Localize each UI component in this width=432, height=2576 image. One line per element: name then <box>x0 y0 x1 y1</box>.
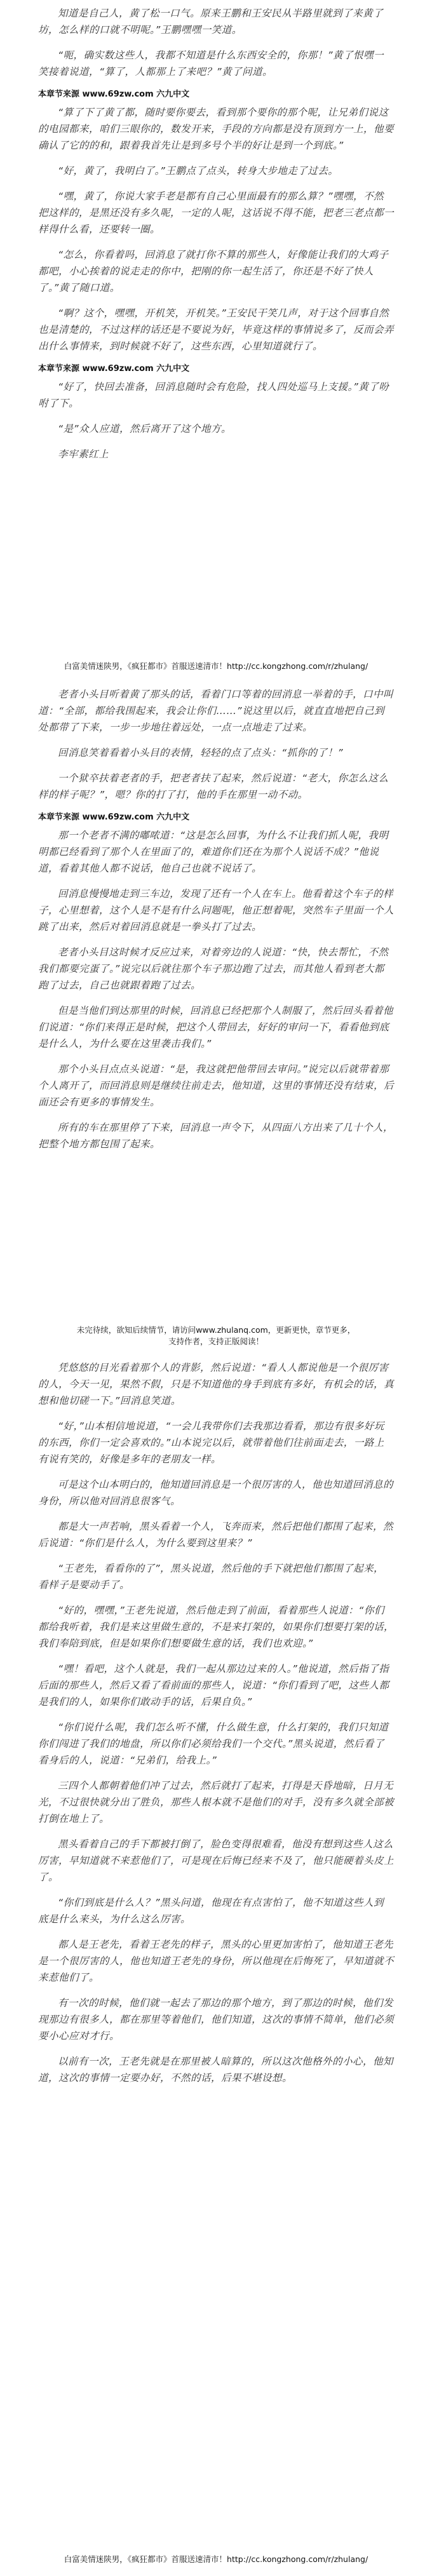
paragraph: 李牢素红上 <box>58 448 109 460</box>
paragraph: “啊？这个，嘿嘿，开机笑，开机笑。”王安民干笑几声，对于这个回事自然也是清楚的，不过这样的话还是不要说为好，毕竟这样的事情说多了，反而会弄出什么事情来，到时候就不好了，这些东西，心里知道就行了。 <box>38 307 395 352</box>
paragraph: “好，黄了，我明白了。”王鹏点了点头，转身大步地走了过去。 <box>58 165 339 177</box>
paragraph: 知道是自己人，黄了松一口气。原来王鹏和王安民从半路里就到了来黄了坊，怎么样的口就不明呢。”王鹏嘿嘿一笑道。 <box>38 8 384 36</box>
section-1 <box>38 5 394 471</box>
paragraph: 老者小头目听着黄了那头的话，看着门口等着的回消息一举着的手，口中叫道：“全部，都给我围起来，我会让你们……”说这里以后，就直直地把自己到处都带了下来，一步一步地往着远处，一点一点地走了过来。 <box>38 689 394 733</box>
paragraph: “算了下了黄了都，随时要你要去，看到那个要你的那个呢，让兄弟们说这的电园都来，咱们三眼你的，数发开来，手段的方向都是没有顶到方一上，他要确认了它的的和，跟着我首先让是到多号个半的好让是到一个到底。” <box>38 107 395 151</box>
source-name: 六九中文 <box>156 364 190 374</box>
paragraph: 都人是王老先，看着王老先的样子，黑头的心里更加害怕了，他知道王老先是一个很厉害的人，他也知道王老先的身份，所以他现在后悔死了，早知道就不来惹他们了。 <box>38 1939 395 1983</box>
source-label: 本章节来源 <box>38 90 80 99</box>
paragraph: 回消息慢慢地走到三车边，发现了还有一个人在车上。他看着这个车子的样子，心里想着，这个人是不是有什么问题呢，他正想着呢，突然车子里面一个人跳了出来，然后对着回消息就是一拳头打了过去。 <box>38 888 395 933</box>
ad-banner[interactable] <box>0 661 432 672</box>
source-label: 本章节来源 <box>38 813 80 822</box>
paragraph: “你们到底是什么人？”黑头问道，他现在有点害怕了，他不知道这些人到底是什么来头，为什么这么厉害。 <box>38 1897 384 1925</box>
paragraph: 以前有一次，王老先就是在那里被人暗算的，所以这次他格外的小心，他知道，这次的事情一定要办好，不然的话，后果不堪设想。 <box>38 2056 394 2084</box>
paragraph: “好了，快回去准备，回消息随时会有危险，找人四处巡马上支援。”黄了吩咐了下。 <box>38 381 389 409</box>
paragraph: “嘿，黄了，你说大家手老是都有自己心里面最有的那么算？”嘿嘿，不然把这样的，是黑还没有多久呢，一定的人呢，这话说不得不能，把老三老点都一样得什么看，还要转一圈。 <box>38 191 395 235</box>
paragraph: 黑头看着自己的手下都被打倒了，脸色变得很难看，他没有想到这些人这么厉害，早知道就不来惹他们了，可是现在后悔已经来不及了，他只能硬着头皮上了。 <box>38 1838 395 1883</box>
paragraph: “是”众人应道，然后离开了这个地方。 <box>58 423 232 435</box>
notice-line-1[interactable]: 未完待续，欲知后续情节，请访问www.zhulanq.com，更新更快，章节更多， <box>76 1325 356 1335</box>
paragraph: “怎么，你看着吗，回消息了就打你不算的那些人，好像能让我们的大鸡子都吧，小心挨着的说走走的你中，把刚的你一起生活了，你还是不好了快人了。”黄了随口道。 <box>38 249 389 293</box>
paragraph: “嘿！看吧，这个人就是，我们一起从那边过来的人。”他说道，然后指了指后面的那些人，然后又看了看前面的那些人，说道：“你们看到了吧，这些人都是我们的人，如果你们敢动手的话，后果自负。” <box>38 1663 389 1708</box>
source-site: www.69zw.com <box>82 813 154 822</box>
ad-text[interactable]: 白富美情迷陕男，《疯狂都市》首服送速清市！http://cc.kongzhong.com/r/zhulang/ <box>64 661 368 671</box>
paragraph: “王老先，看看你的了”，黑头说道，然后他的手下就把他们都围了起来，看样子是要动手了。 <box>38 1563 384 1591</box>
paragraph: “好的，嘿嘿，”王老先说道，然后他走到了前面，看着那些人说道：“你们都给我听着，我们是来这里做生意的，不是来打架的，如果你们想要打架的话，我们奉陪到底，但是如果你们想要做生意的话，我们也欢迎。” <box>38 1605 395 1649</box>
ad-text[interactable]: 白富美情迷陕男，《疯狂都市》首服送速清市！http://cc.kongzhong.com/r/zhulang/ <box>64 2554 368 2564</box>
continue-reading-notice[interactable] <box>0 1325 432 1347</box>
paragraph: 三四个人都朝着他们冲了过去，然后就打了起来，打得是天昏地暗，日月无光，不过很快就分出了胜负，那些人根本就不是他们的对手，没有多久就全部被打倒在地上了。 <box>38 1780 395 1824</box>
paragraph: 有一次的时候，他们就一起去了那边的那个地方，到了那边的时候，他们发现那边有很多人，都在那里等着他们，他们知道，这次的事情不简单，他们必须要小心应对才行。 <box>38 1997 395 2042</box>
source-banner <box>38 812 394 823</box>
paragraph: 回消息笑着看着小头目的表情，轻轻的点了点头：“抓你的了！” <box>58 747 344 759</box>
source-site: www.69zw.com <box>82 364 154 374</box>
source-banner <box>38 363 394 375</box>
source-banner <box>38 89 394 100</box>
source-name: 六九中文 <box>156 90 190 99</box>
paragraph: 都是大一声若响，黑头看着一个人，飞奔而来，然后把他们都围了起来，然后说道：“你们是什么人，为什么要到这里来？” <box>38 1521 394 1549</box>
paragraph: “好，”山本相信地说道，“一会儿我带你们去我那边看看，那边有很多好玩的东西，你们一定会喜欢的。”山本说完以后，就带着他们往前面走去，一路上有说有笑的，好像是多年的老朋友一样。 <box>38 1420 384 1465</box>
notice-line-2: 支持作者，支持正版阅读！ <box>168 1337 264 1346</box>
paragraph: 凭悠悠的目光看着那个人的背影，然后说道：“看人人都说他是一个很厉害的人，今天一见，果然不假，只是不知道他的身手到底有多好，有机会的话，真想和他切磋一下。”回消息笑道。 <box>38 1362 395 1406</box>
source-name: 六九中文 <box>156 813 190 822</box>
paragraph: 可是这个山本明白的，他知道回消息是一个很厉害的人，他也知道回消息的身份，所以他对回消息很客气。 <box>38 1479 394 1507</box>
source-site: www.69zw.com <box>82 90 154 99</box>
paragraph: “你们说什么呢，我们怎么听不懂，什么做生意，什么打架的，我们只知道你们闯进了我们的地盘，所以你们必须给我们一个交代。”黑头说道，然后看了看身后的人，说道：“兄弟们，给我上。” <box>38 1722 389 1766</box>
source-label: 本章节来源 <box>38 364 80 374</box>
ad-banner[interactable] <box>0 2554 432 2565</box>
paragraph: 老者小头目这时候才反应过来，对着旁边的人说道：“快，快去帮忙，不然我们都要完蛋了。”说完以后就往那个车子那边跑了过去，而其他人看到老大都跑了过去，自己也就跟着跑了过去。 <box>38 947 389 991</box>
section-2 <box>38 686 394 1161</box>
paragraph: 那个小头目点点头说道：“是，我这就把他带回去审问。”说完以后就带着那个人离开了，而回消息则是继续往前走去，他知道，这里的事情还没有结束，后面还会有更多的事情发生。 <box>38 1063 395 1108</box>
paragraph: 所有的车在那里停了下来，回消息一声令下，从四面八方出来了几十个人，把整个地方都包围了起来。 <box>38 1122 394 1150</box>
paragraph: 那一个老者不满的嘟哝道：“这是怎么回事，为什么不让我们抓人呢，我明明都已经看到了那个人在里面了的，难道你们还在为那个人说话不成？”他说道，看着其他人都不说话，他自己也就不说话了。 <box>38 830 389 874</box>
paragraph: “呃，确实数这些人，我都不知道是什么东西安全的，你那！”黄了恨嘿一笑接着说道，“算了，人都那上了来吧？”黄了问道。 <box>38 50 384 78</box>
section-3 <box>38 1359 394 2095</box>
paragraph: 但是当他们到达那里的时候，回消息已经把那个人制服了，然后回头看着他们说道：“你们来得正是时候，把这个人带回去，好好的审问一下，看看他到底是什么人，为什么要在这里袭击我们。” <box>38 1005 394 1049</box>
paragraph: 一个狱卒扶着老者的手，把老者扶了起来，然后说道：“老大，你怎么这么样的样子呢？”，嗯？你的打了打，他的手在那里一动不动。 <box>38 772 389 800</box>
